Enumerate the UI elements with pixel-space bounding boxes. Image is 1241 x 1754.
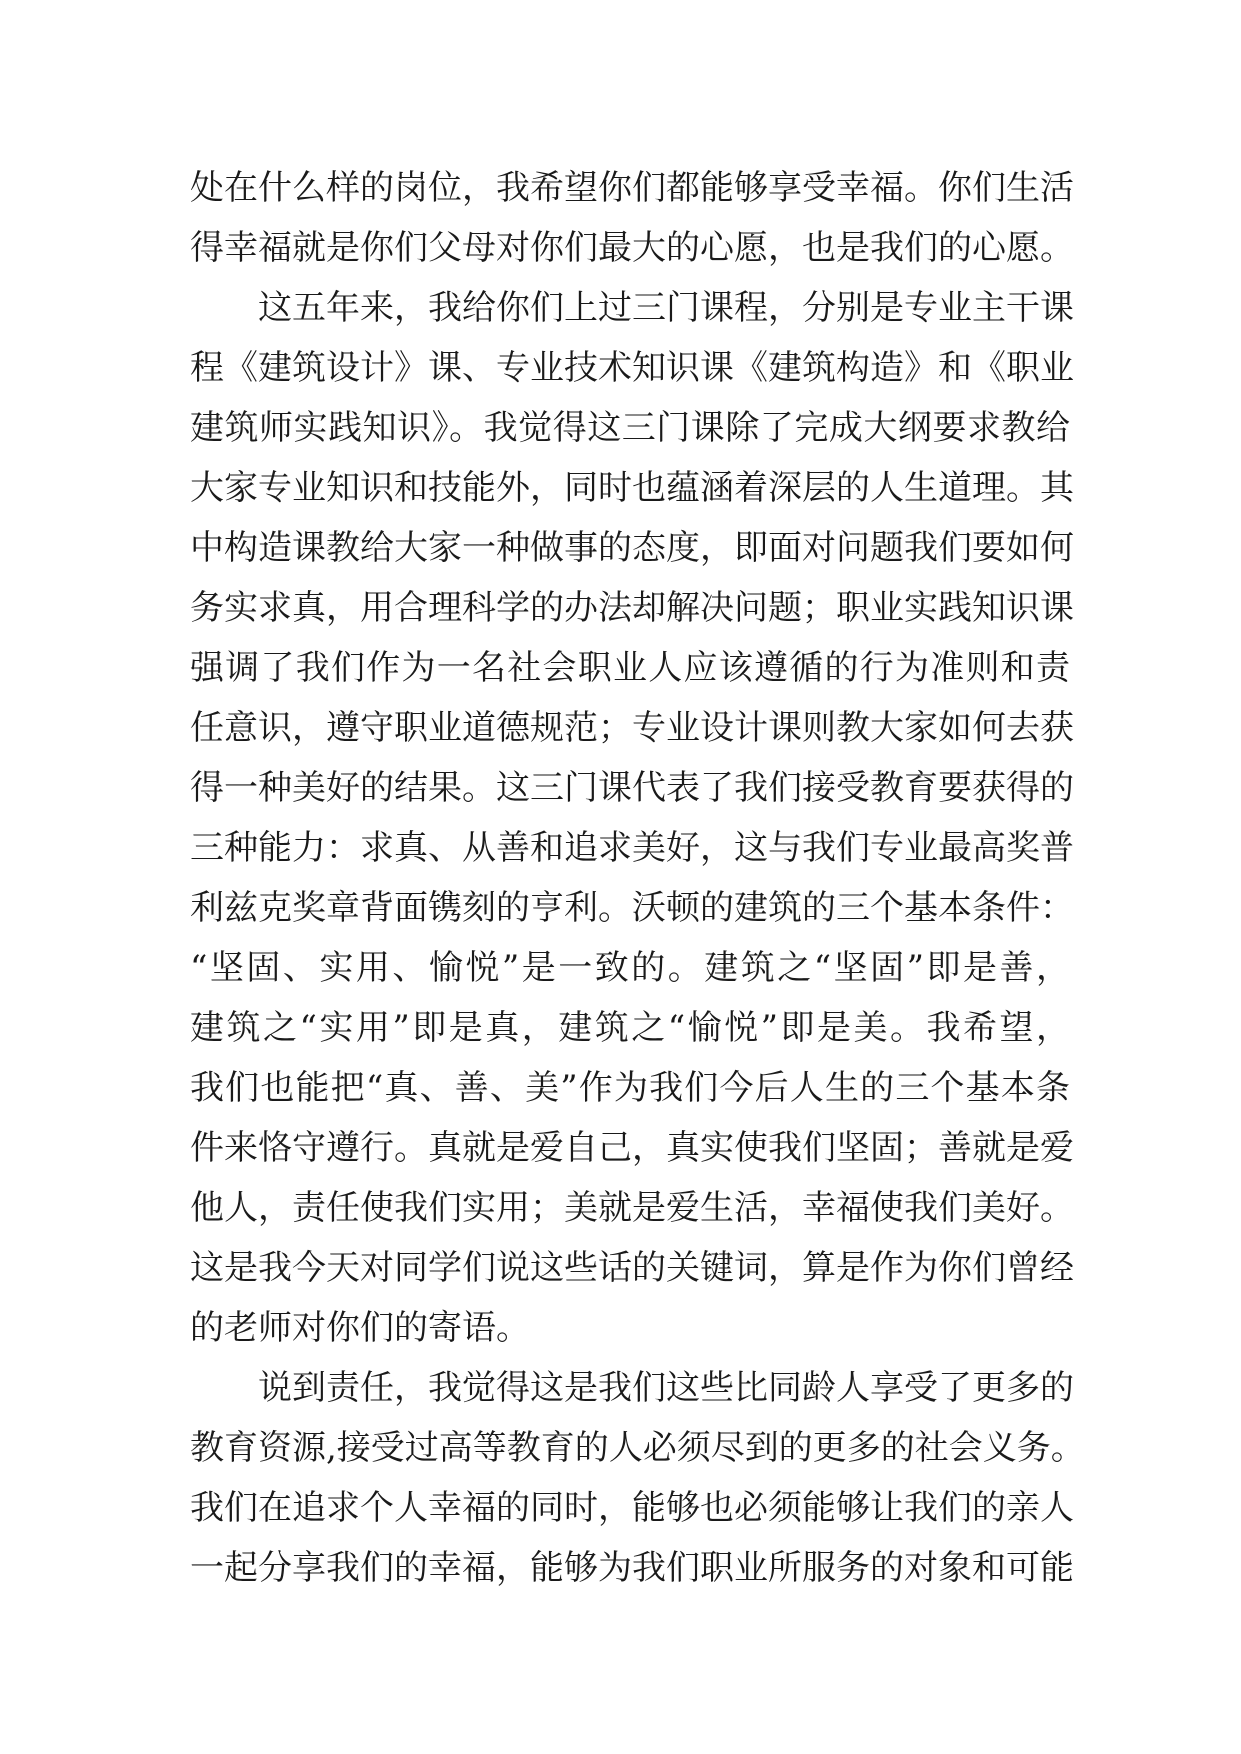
text-line: 三种能力：求真、从善和追求美好，这与我们专业最高奖普 <box>190 828 1074 868</box>
paragraph-first-line: 这五年来，我给你们上过三门课程，分别是专业主干课 <box>258 288 1074 328</box>
text-line: 他人，责任使我们实用；美就是爱生活，幸福使我们美好。 <box>190 1188 1074 1228</box>
text-line: 一起分享我们的幸福，能够为我们职业所服务的对象和可能 <box>190 1548 1074 1588</box>
text-line: 建筑之“实用”即是真，建筑之“愉悦”即是美。我希望， <box>190 1008 1070 1048</box>
paragraph-first-line: 说到责任，我觉得这是我们这些比同龄人享受了更多的 <box>258 1368 1074 1408</box>
text-line: 处在什么样的岗位，我希望你们都能够享受幸福。你们生活 <box>190 168 1074 208</box>
text-line: “坚固、实用、愉悦”是一致的。建筑之“坚固”即是善， <box>190 948 1070 988</box>
text-line: 得幸福就是你们父母对你们最大的心愿，也是我们的心愿。 <box>190 228 1074 268</box>
text-line: 建筑师实践知识》。我觉得这三门课除了完成大纲要求教给 <box>190 408 1070 448</box>
body-text <box>190 158 1085 1598</box>
text-line: 教育资源,接受过高等教育的人必须尽到的更多的社会义务。 <box>190 1428 1085 1468</box>
text-line: 我们在追求个人幸福的同时，能够也必须能够让我们的亲人 <box>190 1488 1074 1528</box>
text-line: 得一种美好的结果。这三门课代表了我们接受教育要获得的 <box>190 768 1074 808</box>
text-line: 务实求真，用合理科学的办法却解决问题；职业实践知识课 <box>190 588 1074 628</box>
text-line: 的老师对你们的寄语。 <box>190 1308 530 1348</box>
text-line: 任意识，遵守职业道德规范；专业设计课则教大家如何去获 <box>190 708 1074 748</box>
text-line: 这是我今天对同学们说这些话的关键词，算是作为你们曾经 <box>190 1248 1074 1288</box>
text-line: 利兹克奖章背面镌刻的亨利。沃顿的建筑的三个基本条件： <box>190 888 1074 928</box>
text-line: 我们也能把“真、善、美”作为我们今后人生的三个基本条 <box>190 1068 1070 1108</box>
text-line: 程《建筑设计》课、专业技术知识课《建筑构造》和《职业 <box>190 348 1074 388</box>
text-line: 中构造课教给大家一种做事的态度，即面对问题我们要如何 <box>190 528 1074 568</box>
text-line: 件来恪守遵行。真就是爱自己，真实使我们坚固；善就是爱 <box>190 1128 1074 1168</box>
text-line: 强调了我们作为一名社会职业人应该遵循的行为准则和责 <box>190 648 1070 688</box>
text-line: 大家专业知识和技能外，同时也蕴涵着深层的人生道理。其 <box>190 468 1074 508</box>
